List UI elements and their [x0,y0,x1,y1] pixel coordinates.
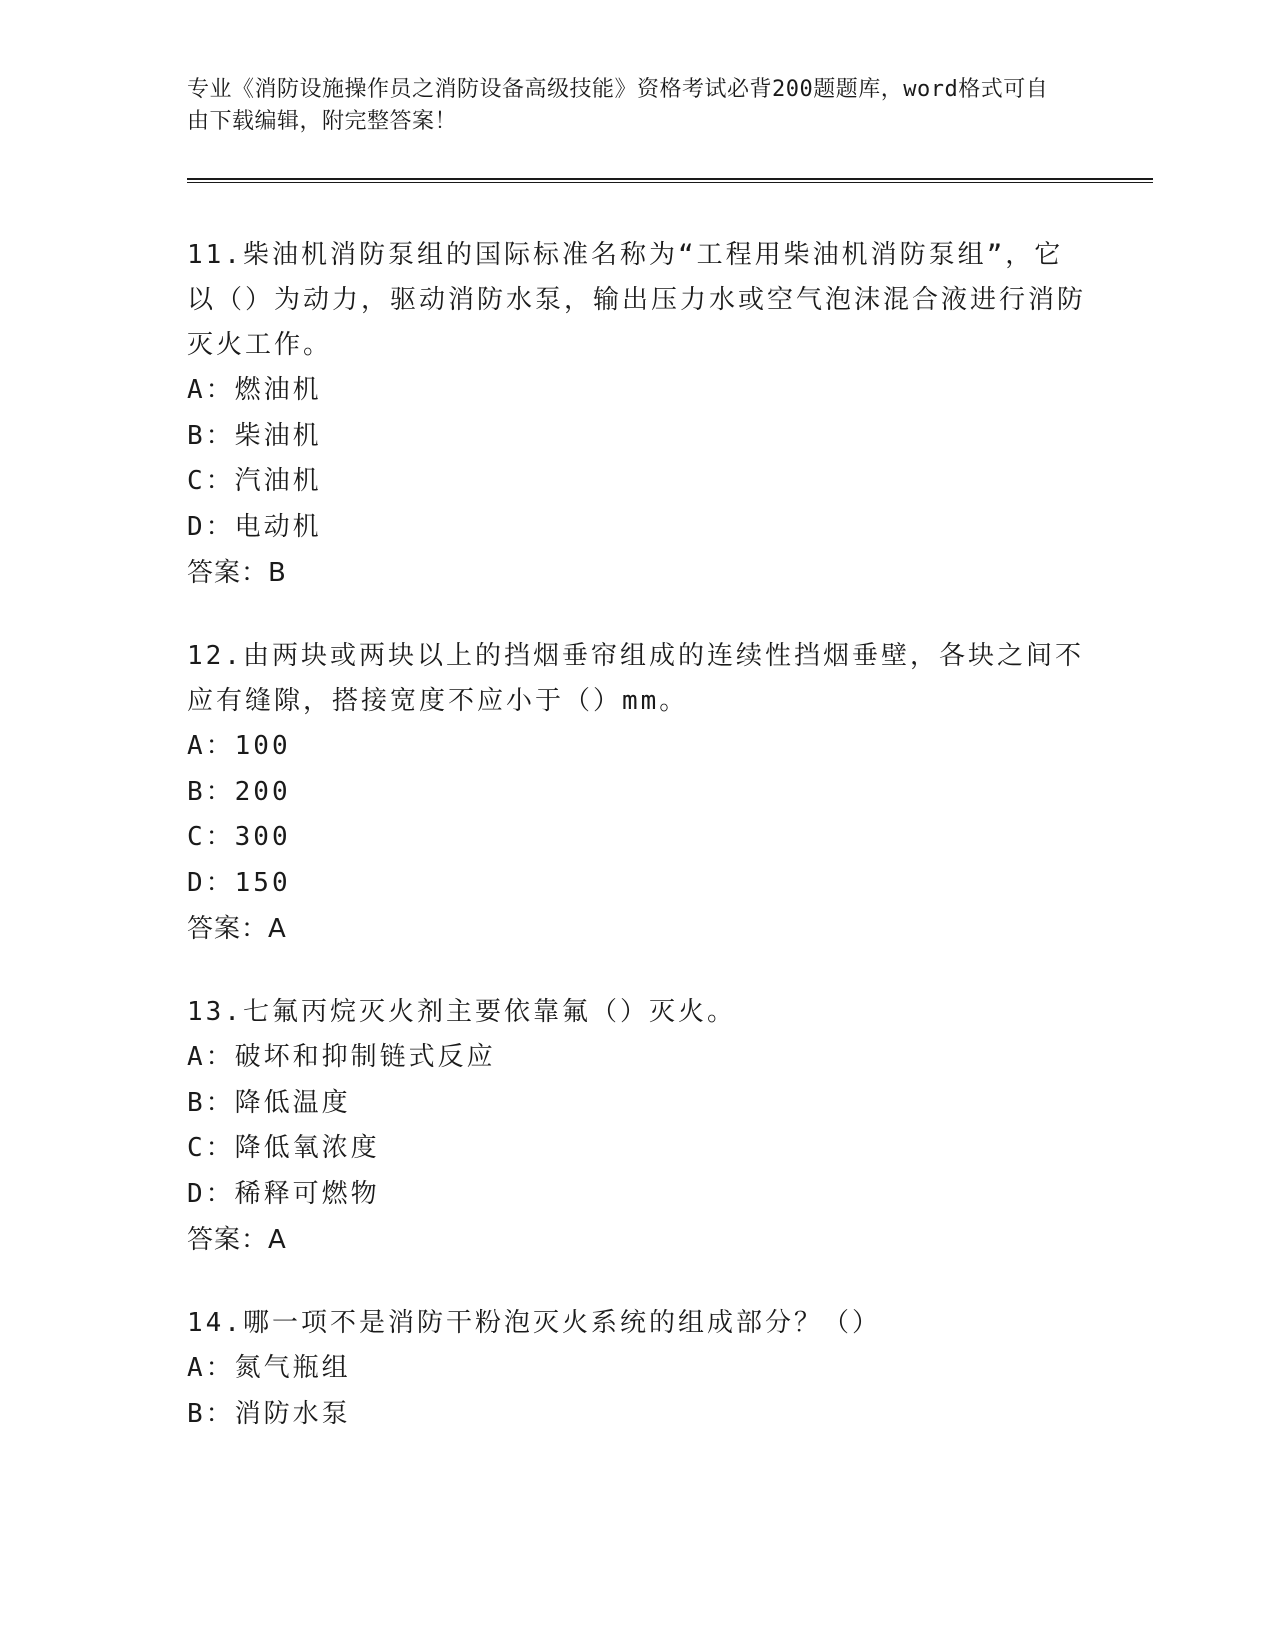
option-d: D：稀释可燃物 [187,1178,380,1209]
question-13 [187,990,1087,1263]
answer: 答案：B [187,558,287,588]
question-stem: 11.柴油机消防泵组的国际标准名称为“工程用柴油机消防泵组”，它以（）为动力，驱动消防水泵，输出压力水或空气泡沫混合液进行消防灭火工作。 [187,240,1087,360]
option-b: B：柴油机 [187,420,322,451]
option-b: B：降低温度 [187,1087,351,1118]
question-stem: 12.由两块或两块以上的挡烟垂帘组成的连续性挡烟垂壁，各块之间不应有缝隙，搭接宽度不应小于（）mm。 [187,641,1084,716]
question-stem: 13.七氟丙烷灭火剂主要依靠氟（）灭火。 [187,997,736,1027]
option-a: A：燃油机 [187,375,322,405]
option-c: C：降低氧浓度 [187,1133,380,1163]
answer: 答案：A [187,914,287,944]
option-a: A：100 [187,731,291,761]
option-a: A：破坏和抑制链式反应 [187,1042,496,1072]
question-list [187,233,1087,1475]
question-11 [187,233,1087,596]
question-14 [187,1301,1087,1437]
option-b: B：200 [187,776,291,807]
document-header: 专业《消防设施操作员之消防设备高级技能》资格考试必背200题题库，word格式可自由下载编辑，附完整答案！ [187,77,1049,134]
header-divider [187,178,1153,183]
option-d: D：150 [187,867,291,898]
option-c: C：300 [187,822,291,852]
option-c: C：汽油机 [187,466,322,496]
question-stem: 14.哪一项不是消防干粉泡灭火系统的组成部分？（） [187,1308,881,1338]
question-12 [187,634,1087,952]
option-b: B：消防水泵 [187,1398,351,1429]
answer: 答案：A [187,1225,287,1255]
option-a: A：氮气瓶组 [187,1353,351,1383]
option-d: D：电动机 [187,511,322,542]
